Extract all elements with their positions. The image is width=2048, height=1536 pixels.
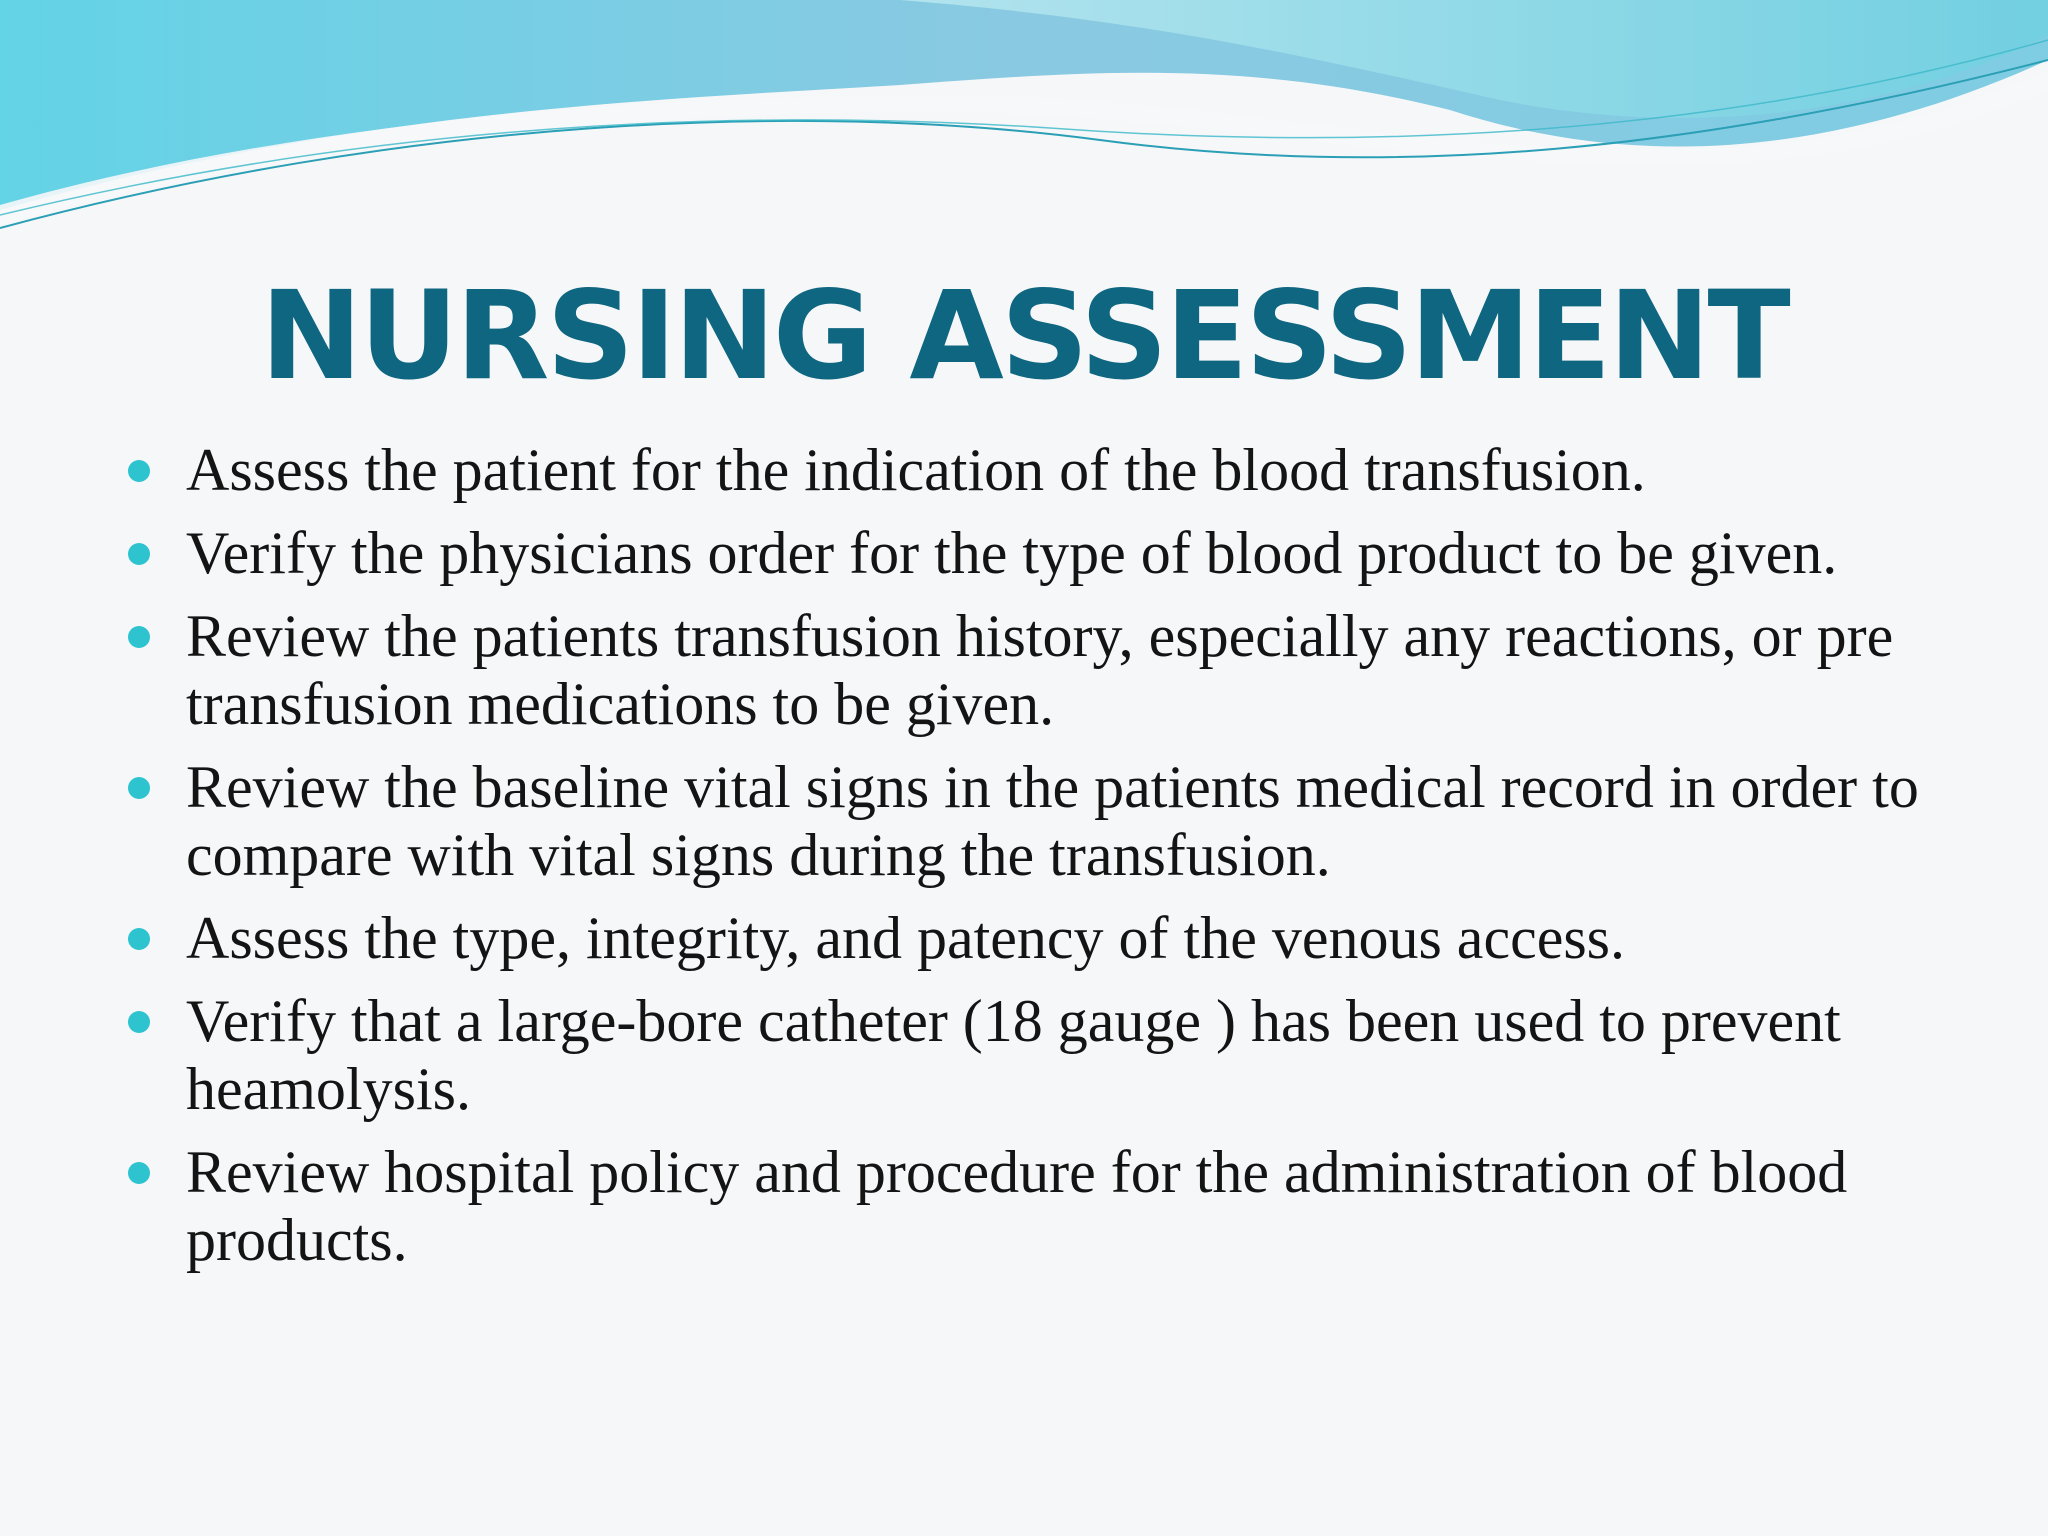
bullet-icon (128, 1162, 150, 1184)
bullet-icon (128, 1011, 150, 1033)
bullet-icon (128, 777, 150, 799)
bullet-icon (128, 460, 150, 482)
bullet-text: Verify the physicians order for the type of blood product to be given. (186, 520, 1838, 586)
bullet-item (120, 602, 1950, 738)
bullet-text: Assess the patient for the indication of the blood transfusion. (186, 437, 1646, 503)
bullet-icon (128, 626, 150, 648)
bullet-text: Review the patients transfusion history, especially any reactions, or pre transfusion medications to be given. (186, 603, 1894, 737)
bullet-item (120, 519, 1950, 587)
decorative-wave-header (0, 0, 2048, 240)
bullet-item (120, 904, 1950, 972)
bullet-item (120, 1138, 1950, 1274)
bullet-item (120, 753, 1950, 889)
bullet-text: Assess the type, integrity, and patency of the venous access. (186, 905, 1626, 971)
bullet-item (120, 987, 1950, 1123)
bullet-text: Review hospital policy and procedure for the administration of blood products. (186, 1139, 1848, 1273)
bullet-text: Verify that a large-bore catheter (18 gauge ) has been used to prevent heamolysis. (186, 988, 1841, 1122)
bullet-item (120, 436, 1950, 504)
bullet-icon (128, 928, 150, 950)
bullet-text: Review the baseline vital signs in the patients medical record in order to compare with vital signs during the transfusion. (186, 754, 1919, 888)
slide-title: NURSING ASSESSMENT (260, 265, 1788, 407)
bullet-list (120, 436, 1950, 1289)
bullet-icon (128, 543, 150, 565)
